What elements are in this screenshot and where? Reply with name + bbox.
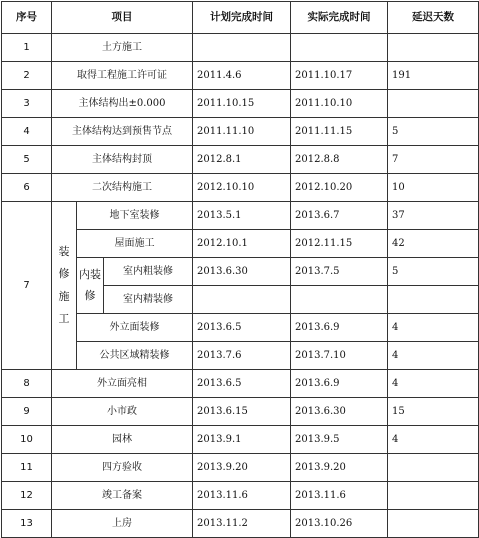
row-number: 4: [2, 118, 52, 146]
header-actual: 实际完成时间: [291, 2, 388, 34]
row-planned: 2011.10.15: [193, 90, 291, 118]
row-item: 园林: [52, 426, 193, 454]
row-actual: 2012.11.15: [291, 230, 388, 258]
row-planned: 2012.8.1: [193, 146, 291, 174]
row-number: 2: [2, 62, 52, 90]
row-delay: 7: [388, 146, 479, 174]
row-delay: 5: [388, 118, 479, 146]
row-item: 室内精装修: [104, 286, 193, 314]
table-row: [2, 62, 479, 90]
row-actual: [291, 286, 388, 314]
row-delay: 4: [388, 370, 479, 398]
row-delay: 37: [388, 202, 479, 230]
row-item: 屋面施工: [77, 230, 193, 258]
row-item: 上房: [52, 510, 193, 538]
row-planned: 2012.10.1: [193, 230, 291, 258]
row-item: 外立面装修: [77, 314, 193, 342]
row-number: 7: [2, 202, 52, 370]
row-actual: 2013.6.9: [291, 370, 388, 398]
row-number: 5: [2, 146, 52, 174]
row-planned: 2013.5.1: [193, 202, 291, 230]
header-delay: 延迟天数: [388, 2, 479, 34]
row-number: 9: [2, 398, 52, 426]
row-delay: [388, 90, 479, 118]
inner-label-part: 内装: [79, 268, 101, 282]
row-actual: 2013.6.7: [291, 202, 388, 230]
row-delay: 191: [388, 62, 479, 90]
row-item: 外立面亮相: [52, 370, 193, 398]
row-item: 主体结构出±0.000: [52, 90, 193, 118]
vertical-label-char: 修: [58, 267, 70, 281]
row-planned: 2013.6.5: [193, 370, 291, 398]
row-delay: [388, 286, 479, 314]
table-row: [2, 426, 479, 454]
group-vertical-label: [52, 202, 77, 370]
row-delay: [388, 34, 479, 62]
header-item: 项目: [52, 2, 193, 34]
vertical-label-char: 施: [58, 289, 70, 303]
row-item: 竣工备案: [52, 482, 193, 510]
table-row: [2, 370, 479, 398]
row-actual: 2013.6.9: [291, 314, 388, 342]
schedule-sheet: [1, 1, 478, 538]
header-planned: 计划完成时间: [193, 2, 291, 34]
row-delay: 4: [388, 342, 479, 370]
row-number: 3: [2, 90, 52, 118]
row-item: 二次结构施工: [52, 174, 193, 202]
row-delay: [388, 454, 479, 482]
row-actual: 2012.8.8: [291, 146, 388, 174]
row-item: 土方施工: [52, 34, 193, 62]
schedule-table: [1, 1, 479, 538]
row-planned: 2013.9.20: [193, 454, 291, 482]
row-item: 取得工程施工许可证: [52, 62, 193, 90]
row-delay: 4: [388, 314, 479, 342]
row-actual: 2011.10.17: [291, 62, 388, 90]
row-planned: 2011.11.10: [193, 118, 291, 146]
table-row: [2, 174, 479, 202]
row-planned: 2013.9.1: [193, 426, 291, 454]
row-item: 小市政: [52, 398, 193, 426]
row-number: 10: [2, 426, 52, 454]
table-row: [2, 398, 479, 426]
table-row: [2, 34, 479, 62]
table-row: [2, 118, 479, 146]
row-actual: 2012.10.20: [291, 174, 388, 202]
row-delay: 5: [388, 258, 479, 286]
table-row: [2, 90, 479, 118]
row-delay: 10: [388, 174, 479, 202]
row-delay: 15: [388, 398, 479, 426]
row-planned: 2013.6.30: [193, 258, 291, 286]
row-actual: 2013.7.10: [291, 342, 388, 370]
row-item: 主体结构达到预售节点: [52, 118, 193, 146]
row-planned: [193, 34, 291, 62]
row-actual: 2013.10.26: [291, 510, 388, 538]
row-delay: [388, 482, 479, 510]
row-actual: 2013.9.20: [291, 454, 388, 482]
row-item: 主体结构封顶: [52, 146, 193, 174]
row-planned: 2013.11.2: [193, 510, 291, 538]
header-row: [2, 2, 479, 34]
row-actual: 2013.11.6: [291, 482, 388, 510]
row-delay: 42: [388, 230, 479, 258]
table-row: [2, 202, 479, 230]
row-actual: 2013.7.5: [291, 258, 388, 286]
row-item: 公共区域精装修: [77, 342, 193, 370]
inner-label-part: 修: [84, 288, 96, 302]
row-delay: 4: [388, 426, 479, 454]
row-planned: 2011.4.6: [193, 62, 291, 90]
row-planned: 2013.6.5: [193, 314, 291, 342]
row-planned: 2012.10.10: [193, 174, 291, 202]
row-number: 13: [2, 510, 52, 538]
table-row: [2, 482, 479, 510]
row-number: 11: [2, 454, 52, 482]
row-delay: [388, 510, 479, 538]
row-number: 12: [2, 482, 52, 510]
vertical-label-char: 装: [58, 245, 70, 259]
row-planned: 2013.11.6: [193, 482, 291, 510]
row-number: 6: [2, 174, 52, 202]
table-row: [2, 146, 479, 174]
row-actual: 2013.9.5: [291, 426, 388, 454]
row-actual: [291, 34, 388, 62]
row-planned: [193, 286, 291, 314]
row-number: 8: [2, 370, 52, 398]
row-item: 地下室装修: [77, 202, 193, 230]
row-planned: 2013.7.6: [193, 342, 291, 370]
table-row: [2, 510, 479, 538]
inner-group-label: [77, 258, 104, 314]
table-row: [2, 454, 479, 482]
vertical-label-char: 工: [58, 311, 70, 325]
row-actual: 2011.10.10: [291, 90, 388, 118]
row-planned: 2013.6.15: [193, 398, 291, 426]
row-actual: 2013.6.30: [291, 398, 388, 426]
row-item: 室内粗装修: [104, 258, 193, 286]
row-number: 1: [2, 34, 52, 62]
row-item: 四方验收: [52, 454, 193, 482]
row-actual: 2011.11.15: [291, 118, 388, 146]
header-seq: 序号: [2, 2, 52, 34]
